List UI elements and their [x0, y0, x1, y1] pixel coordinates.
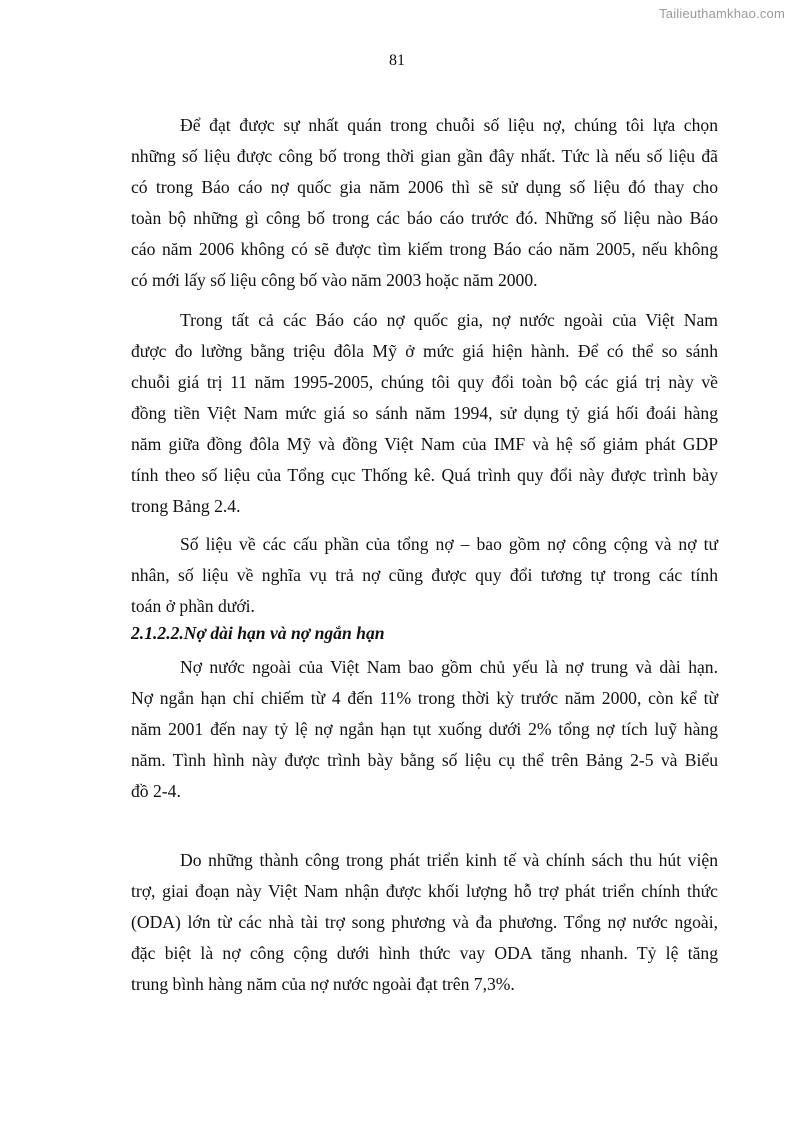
- text-line: đồ 2-4.: [131, 781, 181, 801]
- text-line: Nợ ngắn hạn chỉ chiếm từ 4 đến 11% trong thời kỳ trước năm 2000, còn kể từ: [131, 688, 718, 708]
- text-line: (ODA) lớn từ các nhà tài trợ song phương và đa phương. Tổng nợ nước ngoài,: [131, 912, 718, 932]
- paragraph-3: [131, 529, 718, 622]
- text-line: Trong tất cả các Báo cáo nợ quốc gia, nợ nước ngoài của Việt Nam: [180, 310, 718, 330]
- text-line: Để đạt được sự nhất quán trong chuỗi số liệu nợ, chúng tôi lựa chọn: [180, 115, 718, 135]
- text-line: Do những thành công trong phát triển kinh tế và chính sách thu hút viện: [180, 850, 718, 870]
- paragraph-2: [131, 305, 718, 522]
- text-line: những số liệu được công bố trong thời gian gần đây nhất. Tức là nếu số liệu đã: [131, 146, 718, 166]
- text-line: trung bình hàng năm của nợ nước ngoài đạt trên 7,3%.: [131, 974, 515, 994]
- section-heading: 2.1.2.2.Nợ dài hạn và nợ ngắn hạn: [131, 623, 385, 643]
- text-line: Số liệu về các cấu phần của tổng nợ – bao gồm nợ công cộng và nợ tư: [180, 534, 718, 554]
- text-line: trong Bảng 2.4.: [131, 496, 241, 516]
- watermark: Tailieuthamkhao.com: [659, 6, 785, 21]
- text-line: đặc biệt là nợ công cộng dưới hình thức vay ODA tăng nhanh. Tỷ lệ tăng: [131, 943, 718, 963]
- text-line: chuỗi giá trị 11 năm 1995-2005, chúng tôi quy đổi toàn bộ các giá trị này về: [131, 372, 718, 392]
- text-line: có trong Báo cáo nợ quốc gia năm 2006 thì sẽ sử dụng số liệu đó thay cho: [131, 177, 718, 197]
- text-line: toàn bộ những gì công bố trong các báo cáo trước đó. Những số liệu nào Báo: [131, 208, 718, 228]
- text-line: năm 2001 đến nay tỷ lệ nợ ngắn hạn tụt xuống dưới 2% tổng nợ tích luỹ hàng: [131, 719, 718, 739]
- text-line: năm. Tình hình này được trình bày bằng số liệu cụ thể trên Bảng 2-5 và Biểu: [131, 750, 718, 770]
- text-line: cáo năm 2006 không có sẽ được tìm kiếm trong Báo cáo năm 2005, nếu không: [131, 239, 718, 259]
- text-line: Nợ nước ngoài của Việt Nam bao gồm chủ yếu là nợ trung và dài hạn.: [180, 657, 718, 677]
- text-line: năm giữa đồng đôla Mỹ và đồng Việt Nam của IMF và hệ số giảm phát GDP: [131, 434, 718, 454]
- text-line: nhân, số liệu về nghĩa vụ trả nợ cũng được quy đổi tương tự trong các tính: [131, 565, 718, 585]
- page-number: 81: [389, 52, 405, 69]
- text-line: đồng tiền Việt Nam mức giá so sánh năm 1994, sử dụng tỷ giá hối đoái hàng: [131, 403, 718, 423]
- text-line: có mới lấy số liệu công bố vào năm 2003 hoặc năm 2000.: [131, 270, 538, 290]
- paragraph-1: [131, 110, 718, 296]
- text-line: trợ, giai đoạn này Việt Nam nhận được khối lượng hỗ trợ phát triển chính thức: [131, 881, 718, 901]
- text-line: toán ở phần dưới.: [131, 596, 255, 616]
- paragraph-5: [131, 845, 718, 1000]
- text-line: được đo lường bằng triệu đôla Mỹ ở mức giá hiện hành. Để có thể so sánh: [131, 341, 718, 361]
- text-line: tính theo số liệu của Tổng cục Thống kê. Quá trình quy đổi này được trình bày: [131, 465, 718, 485]
- paragraph-4: [131, 652, 718, 807]
